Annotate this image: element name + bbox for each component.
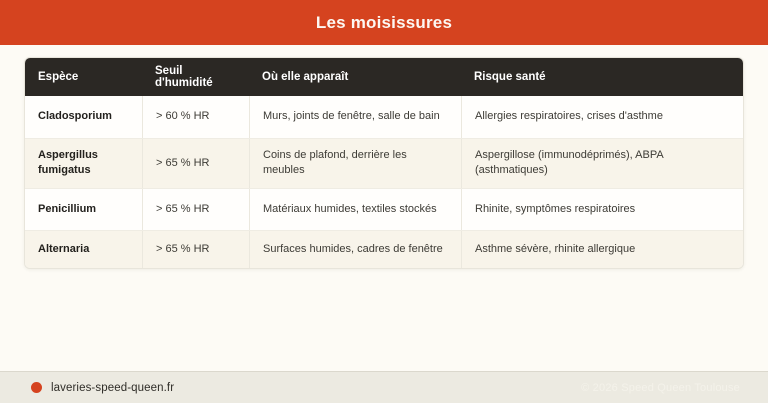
cell-health-risk: Asthme sévère, rhinite allergique xyxy=(461,231,743,268)
cell-location: Matériaux humides, textiles stockés xyxy=(249,189,461,230)
column-header-espece: Espèce xyxy=(38,71,79,83)
footer-site-name: laveries-speed-queen.fr xyxy=(51,381,175,394)
cell-health-risk: Allergies respiratoires, crises d'asthme xyxy=(461,96,743,138)
cell-species: Aspergillus fumigatus xyxy=(38,149,98,177)
cell-location: Coins de plafond, derrière les meubles xyxy=(249,139,461,188)
cell-humidity-threshold: > 65 % HR xyxy=(142,189,249,230)
title-banner xyxy=(0,0,768,45)
cell-species: Cladosporium xyxy=(38,110,112,123)
table-row-alternaria xyxy=(25,230,743,268)
molds-table xyxy=(24,57,744,269)
page-title: Les moisissures xyxy=(315,12,453,32)
table-row-aspergillus xyxy=(25,138,743,188)
cell-species: Alternaria xyxy=(38,242,90,255)
table-header-row xyxy=(25,58,743,96)
cell-humidity-threshold: > 65 % HR xyxy=(142,139,249,188)
footer xyxy=(0,371,768,403)
cell-health-risk: Rhinite, symptômes respiratoires xyxy=(461,189,743,230)
cell-location: Surfaces humides, cadres de fenêtre xyxy=(249,231,461,268)
column-header-ou-elle-apparait: Où elle apparaît xyxy=(262,71,349,83)
footer-copyright: © 2026 Speed Queen Toulouse xyxy=(581,381,740,394)
brand-dot-icon xyxy=(31,382,42,393)
cell-humidity-threshold: > 65 % HR xyxy=(142,231,249,268)
cell-location: Murs, joints de fenêtre, salle de bain xyxy=(249,96,461,138)
table-row-cladosporium xyxy=(25,96,743,138)
cell-species: Penicillium xyxy=(38,202,97,215)
table-row-penicillium xyxy=(25,188,743,230)
column-header-seuil-humidite: Seuil d'humidité xyxy=(155,65,213,89)
cell-health-risk: Aspergillose (immunodéprimés), ABPA (asthmatiques) xyxy=(461,139,743,188)
cell-humidity-threshold: > 60 % HR xyxy=(142,96,249,138)
column-header-risque-sante: Risque santé xyxy=(474,71,546,83)
